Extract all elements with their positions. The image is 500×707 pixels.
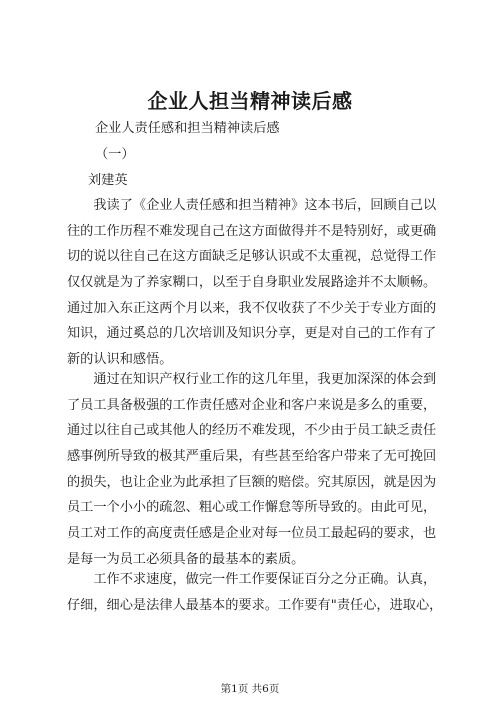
paragraph-2 bbox=[67, 367, 445, 573]
paragraph-line: 知识，通过奚总的几次培训及知识分享，更是对自己的工作有了 bbox=[67, 326, 437, 342]
paragraph-line: 切的说以往自己在这方面缺乏足够认识或不太重视，总觉得工作 bbox=[67, 249, 437, 265]
document-title: 企业人担当精神读后感 bbox=[147, 89, 353, 113]
author-name: 刘建英 bbox=[88, 173, 128, 188]
paragraph-line: 往的工作历程不难发现自己在这方面做得并不是特别好，或更确 bbox=[67, 223, 437, 239]
paragraph-line: 感事例所导致的极其严重后果，有些甚至给客户带来了无可挽回 bbox=[67, 449, 437, 465]
page-footer: 第1页 共6页 bbox=[220, 683, 280, 695]
paragraph-line: 的损失，也让企业为此承担了巨额的赔偿。究其原因，就是因为 bbox=[67, 474, 437, 490]
paragraph-line: 仅仅就是为了养家糊口，以至于自身职业发展路途并不太顺畅。 bbox=[67, 275, 437, 291]
paragraph-line: 通过加入东正这两个月以来，我不仅收获了不少关于专业方面的 bbox=[67, 300, 437, 316]
paragraph-line: 员工一个小小的疏忽、粗心或工作懈怠等所导致的。由此可见， bbox=[67, 500, 437, 516]
paragraph-line: 是每一为员工必须具备的最基本的素质。 bbox=[67, 551, 305, 567]
document-subtitle: 企业人责任感和担当精神读后感 bbox=[95, 121, 280, 136]
paragraph-3 bbox=[67, 567, 445, 618]
paragraph-line: 我读了《企业人责任感和担当精神》这本书后，回顾自己以 bbox=[67, 198, 437, 213]
paragraph-line: 工作不求速度，做完一件工作要保证百分之分正确。认真， bbox=[67, 572, 437, 587]
paragraph-1 bbox=[67, 193, 445, 373]
paragraph-line: 仔细，细心是法律人最基本的要求。工作要有"责任心，进取心， bbox=[67, 597, 443, 613]
paragraph-line: 通过以往自己或其他人的经历不难发现，不少由于员工缺乏责任 bbox=[67, 423, 437, 439]
section-heading: （一） bbox=[95, 147, 135, 162]
paragraph-line: 新的认识和感悟。 bbox=[67, 352, 173, 368]
paragraph-line: 了员工具备极强的工作责任感对企业和客户来说是多么的重要， bbox=[67, 397, 437, 413]
paragraph-line: 通过在知识产权行业工作的这几年里，我更加深深的体会到 bbox=[67, 372, 437, 387]
paragraph-line: 员工对工作的高度责任感是企业对每一位员工最起码的要求，也 bbox=[67, 526, 437, 542]
